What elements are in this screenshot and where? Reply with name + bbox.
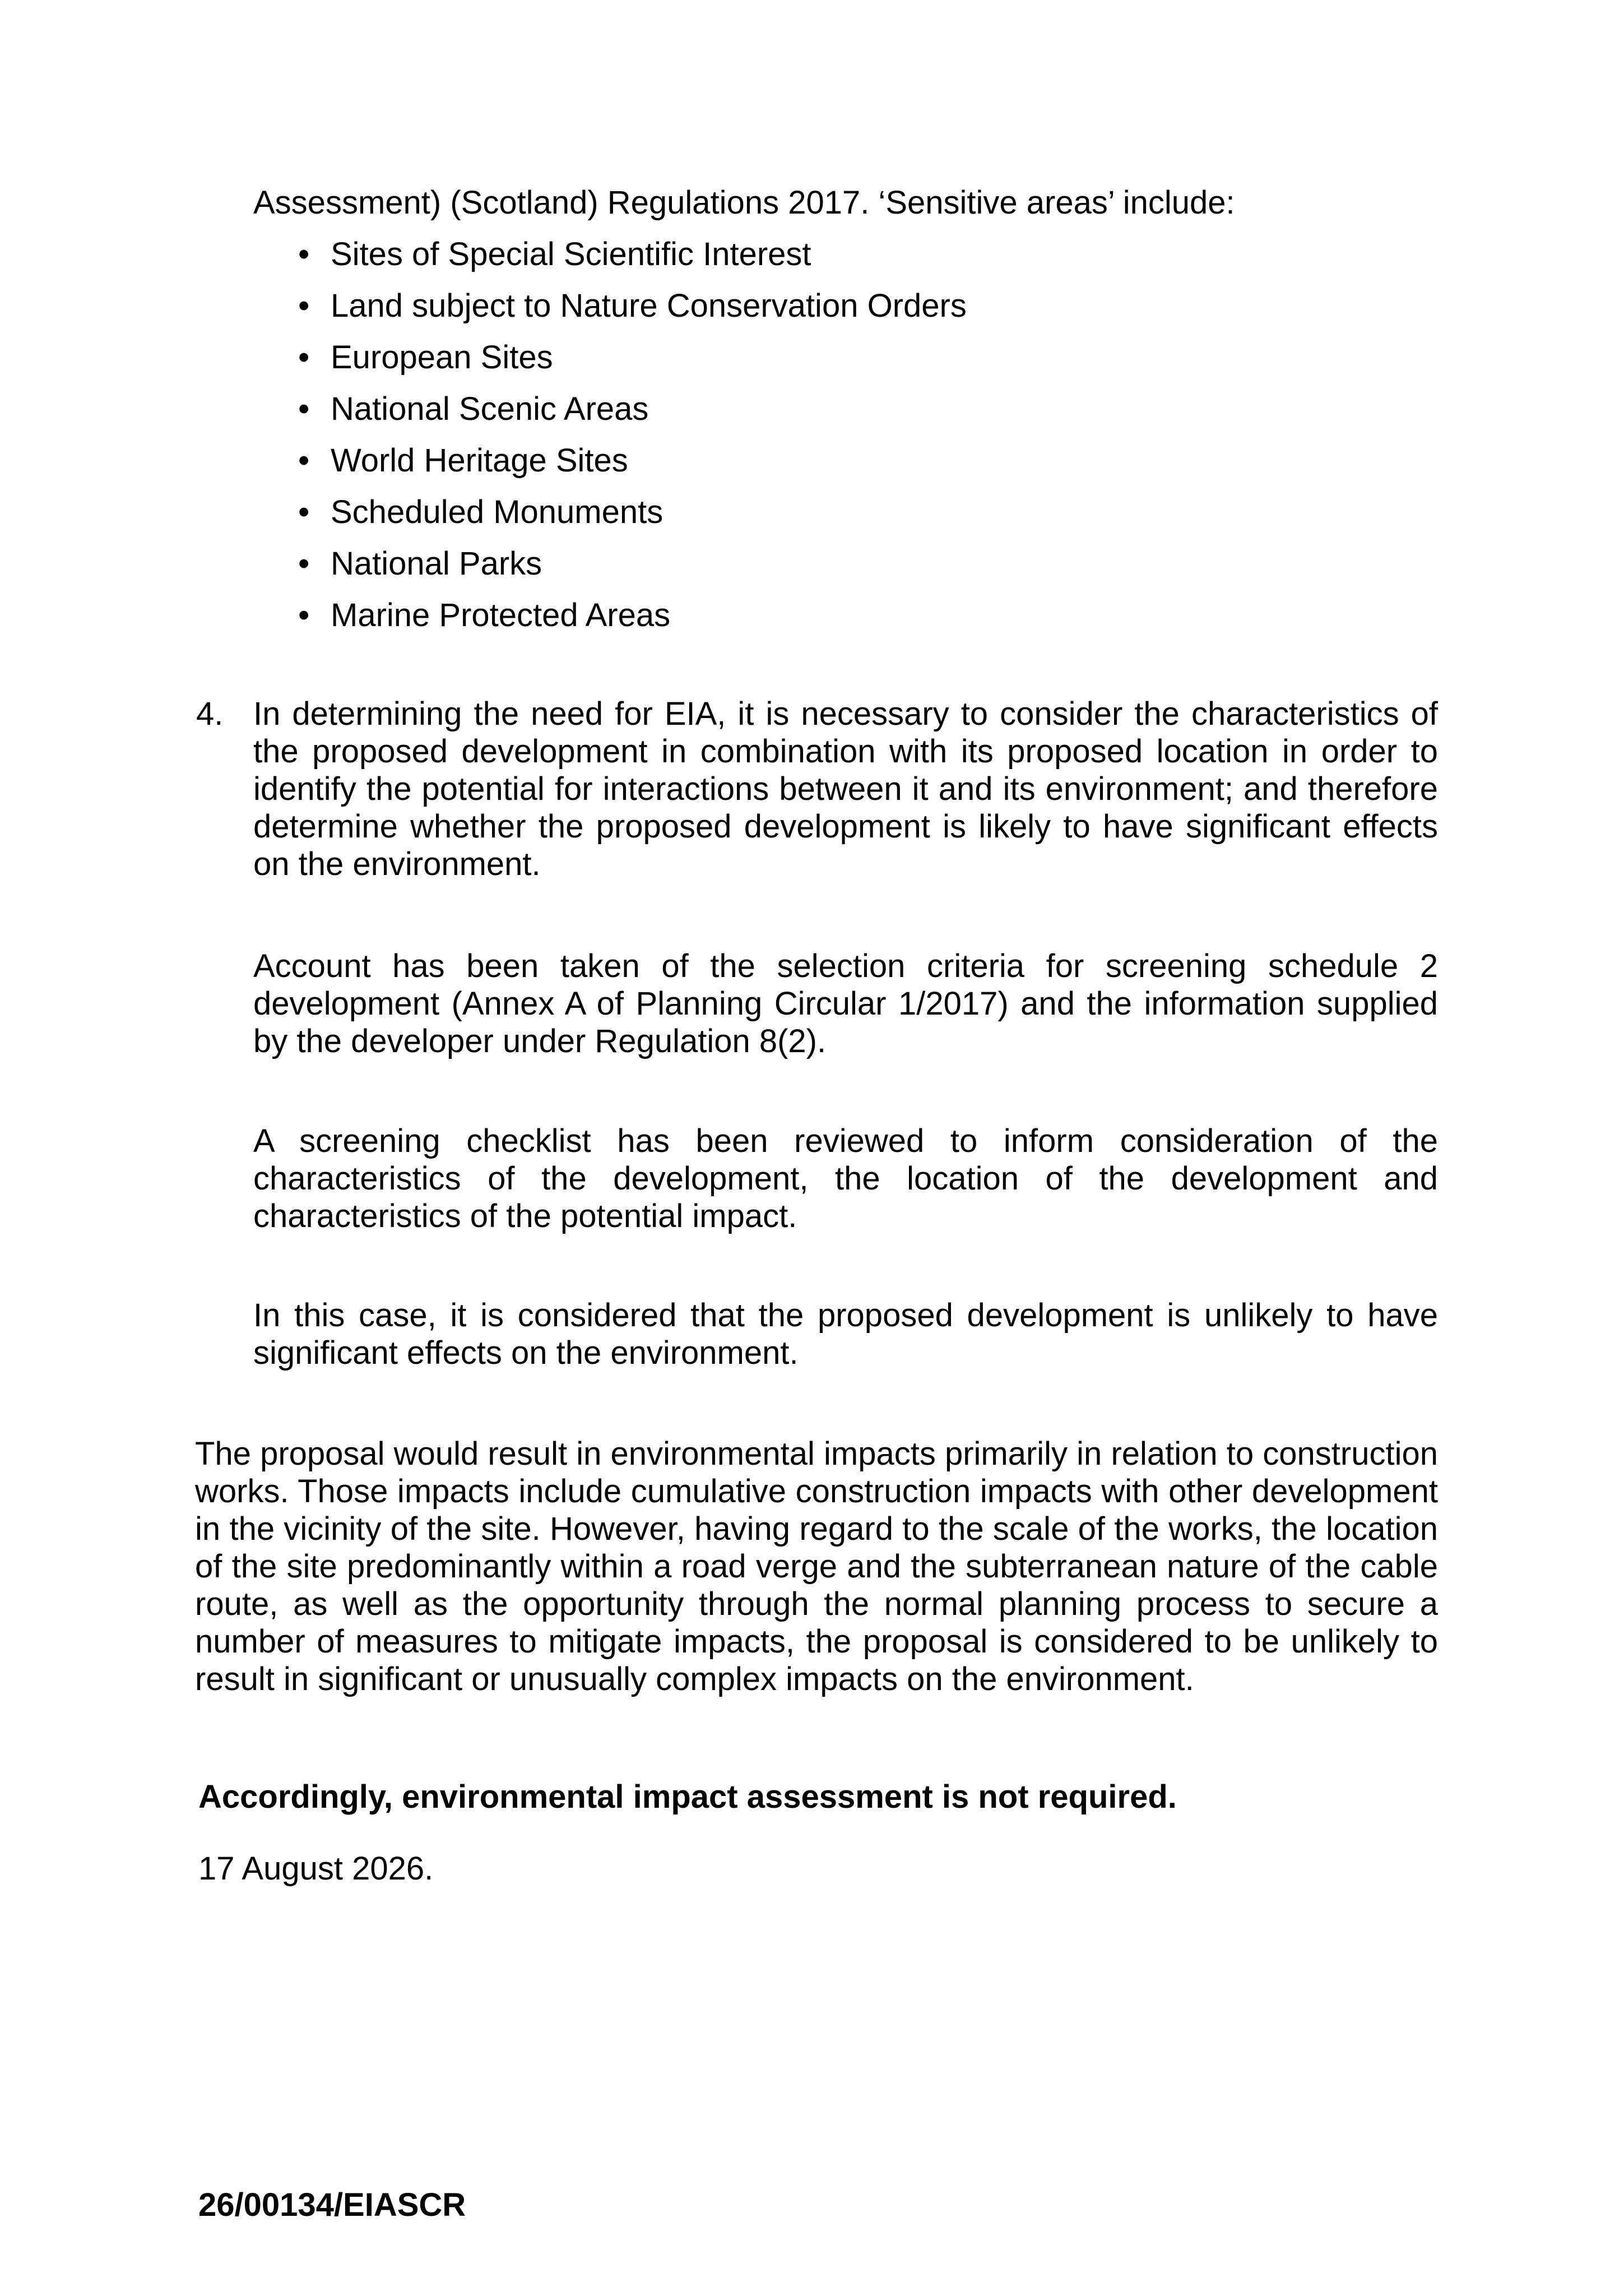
list-item: • Marine Protected Areas: [298, 597, 671, 633]
bullet-icon: •: [298, 288, 310, 324]
bullet-icon: •: [298, 391, 310, 427]
conclusion-paragraph: The proposal would result in environmental impacts primarily in relation to construction works. Those impacts include cumulative construction impacts with other development in the vicinity of the site. However, having regard to the scale of the works, the location of the site predominantly within a road verge and the subterranean nature of the cable route, as well as the opportunity through the normal planning process to secure a number of measures to mitigate impacts, the proposal is considered to be unlikely to result in significant or unusually complex impacts on the environment.: [195, 1436, 1438, 1697]
bullet-icon: •: [298, 339, 310, 376]
item4-paragraph-2: Account has been taken of the selection criteria for screening schedule 2 development (Annex A of Planning Circular 1/2017) and the information supplied by the developer under Regulation 8(2).: [253, 948, 1438, 1059]
list-item: • Land subject to Nature Conservation Orders: [298, 288, 967, 324]
item4-paragraph-3: A screening checklist has been reviewed to inform consideration of the characteristics of the development, the location of the development and characteristics of the potential impact.: [253, 1123, 1438, 1234]
list-item: • European Sites: [298, 339, 553, 376]
intro-line: Assessment) (Scotland) Regulations 2017. ‘Sensitive areas’ include:: [253, 184, 1235, 221]
item4-paragraph-1: In determining the need for EIA, it is necessary to consider the characteristics of the proposed development in combination with its proposed location in order to identify the potential for interactions between it and its environment; and therefore determine whether the proposed development is likely to have significant effects on the environment.: [253, 696, 1438, 882]
list-item: • Sites of Special Scientific Interest: [298, 236, 811, 272]
bullet-icon: •: [298, 545, 310, 582]
decision-statement: Accordingly, environmental impact assessment is not required.: [198, 1779, 1177, 1815]
bullet-icon: •: [298, 597, 310, 633]
list-item: • World Heritage Sites: [298, 442, 628, 479]
sensitive-areas-list: [298, 235, 1339, 648]
list-item: • Scheduled Monuments: [298, 494, 663, 530]
list-item: • National Scenic Areas: [298, 391, 649, 427]
bullet-icon: •: [298, 236, 310, 272]
reference-number: 26/00134/EIASCR: [198, 2187, 466, 2223]
item-number: 4.: [196, 696, 224, 732]
list-item: • National Parks: [298, 545, 542, 582]
bullet-icon: •: [298, 442, 310, 479]
document-date: 17 August 2026.: [198, 1850, 434, 1887]
bullet-icon: •: [298, 494, 310, 530]
item4-paragraph-4: In this case, it is considered that the proposed development is unlikely to have significant effects on the environment.: [253, 1297, 1438, 1371]
